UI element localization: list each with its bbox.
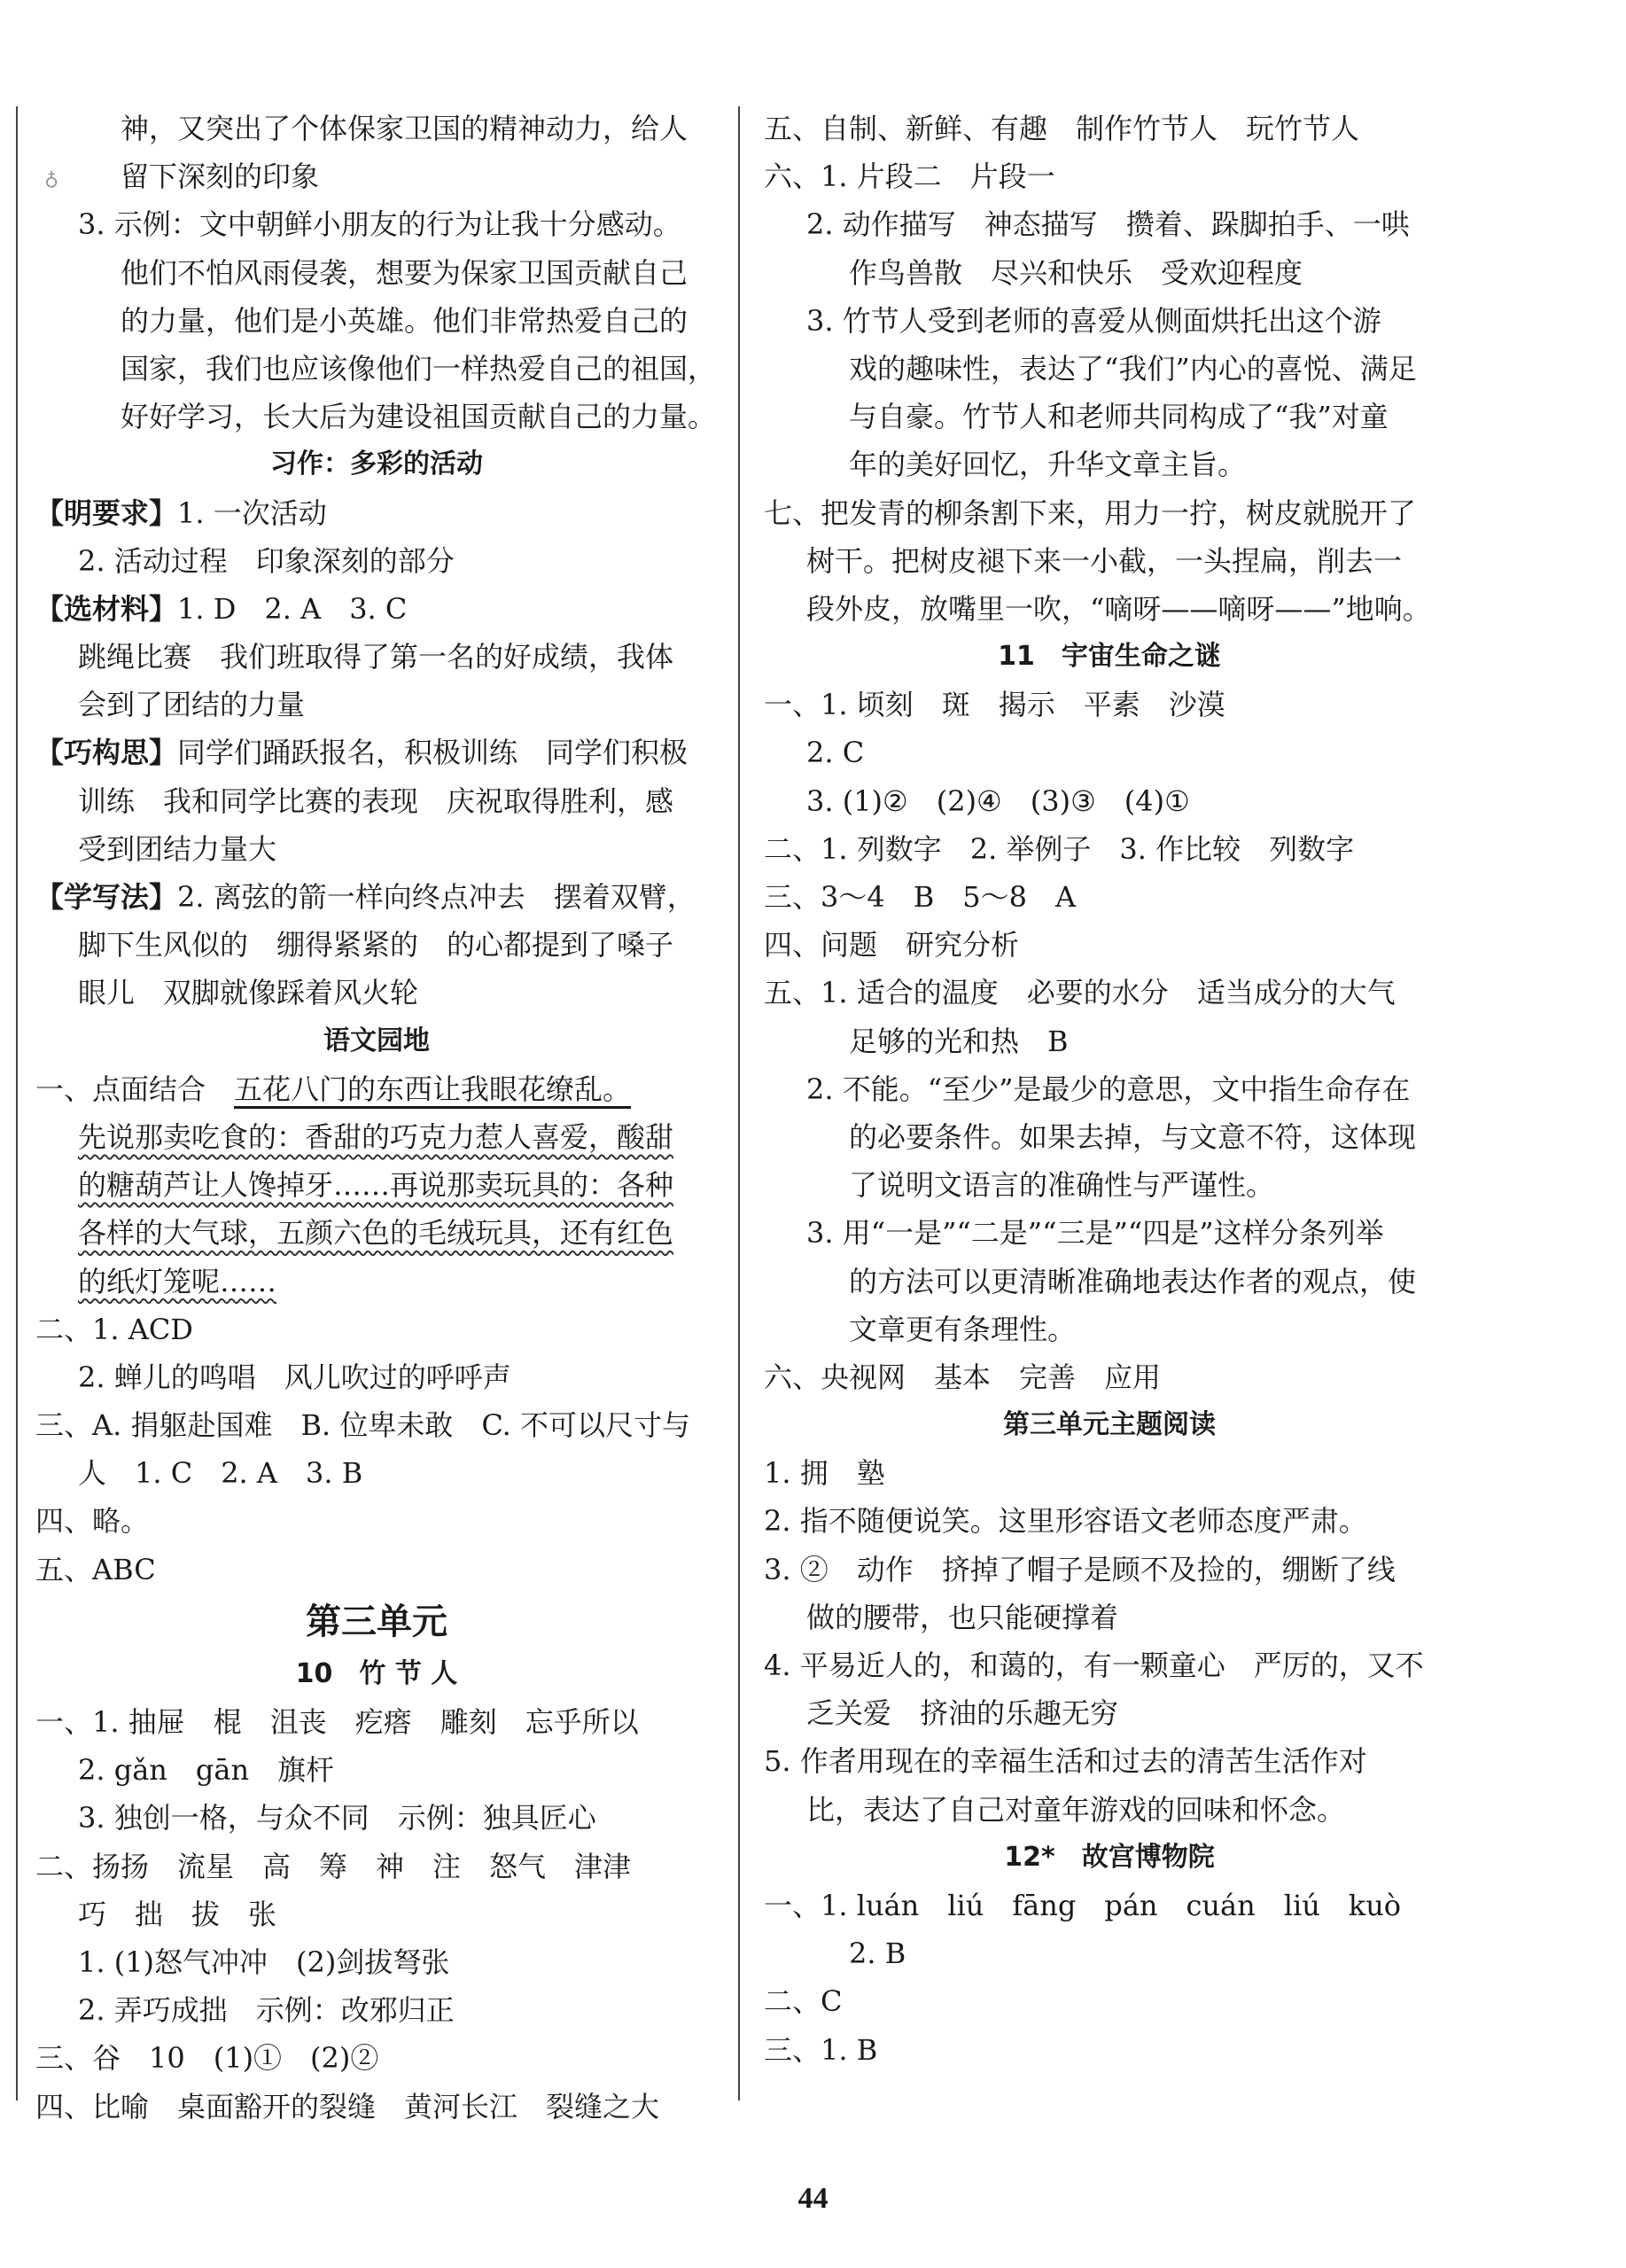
line-text: 1. 一次活动: [177, 495, 327, 530]
line-text: 第三单元: [306, 1601, 447, 1642]
text-line: [764, 2026, 1455, 2074]
line-text: 5. 作者用现在的幸福生活和过去的清苦生活作对: [764, 1744, 1367, 1779]
text-line: [764, 1641, 1455, 1689]
line-text: 五、1. 适合的温度 必要的水分 适当成分的大气: [764, 976, 1396, 1010]
text-line: [764, 537, 1455, 585]
text-line: [35, 1449, 718, 1497]
text-line: [35, 1746, 718, 1794]
line-text: 留下深刻的印象: [121, 160, 320, 194]
section-tag: 【选材料】: [35, 591, 178, 626]
text-line: [764, 1161, 1455, 1209]
line-text: 2. 蝉儿的鸣唱 风儿吹过的呼呼声: [78, 1360, 511, 1394]
text-line: [764, 1786, 1455, 1834]
text-line: [764, 873, 1455, 921]
text-line: [35, 1497, 718, 1545]
line-text: 3. ② 动作 挤掉了帽子是顾不及捡的，绷断了线: [764, 1552, 1396, 1586]
text-line: [764, 1546, 1455, 1594]
line-text: 10 竹 节 人: [295, 1657, 458, 1689]
text-line: [35, 1794, 718, 1842]
line-text: 4. 平易近人的，和蔼的，有一颗童心 严厉的，又不: [764, 1648, 1424, 1682]
line-text: 六、1. 片段二 片段一: [764, 160, 1055, 194]
text-line: [35, 249, 718, 297]
line-text: 2. B: [849, 1937, 906, 1971]
text-line: [35, 1209, 718, 1257]
text-line: [35, 1698, 718, 1746]
text-line: [35, 1065, 718, 1113]
text-line: [764, 777, 1455, 825]
text-line: [764, 1258, 1455, 1305]
line-text: 跳绳比赛 我们班取得了第一名的好成绩，我体: [78, 640, 674, 674]
line-text: 三、3～4 B 5～8 A: [764, 880, 1077, 914]
text-line: [35, 393, 718, 440]
line-text: 1. 拥 塾: [764, 1456, 885, 1491]
text-line: [35, 489, 718, 537]
text-line: [35, 681, 718, 729]
line-text: 乏关爱 挤油的乐趣无穷: [806, 1696, 1119, 1731]
unit-title: [35, 1594, 718, 1650]
line-text: 2. gǎn gān 旗杆: [78, 1753, 335, 1788]
section-tag: 【明要求】: [35, 495, 178, 530]
line-text: 年的美好回忆，升华文章主旨。: [849, 448, 1247, 482]
section-heading: [35, 1650, 718, 1698]
text-line: [35, 1161, 718, 1209]
text-line: [764, 249, 1455, 297]
text-line: [764, 489, 1455, 537]
text-line: [764, 1737, 1455, 1785]
line-text: 3. 用“一是”“二是”“三是”“四是”这样分条列举: [806, 1216, 1384, 1251]
margin-mark: ♁: [44, 168, 59, 191]
line-text: 11 宇宙生命之谜: [998, 641, 1221, 673]
line-text: 比，表达了自己对童年游戏的回味和怀念。: [806, 1792, 1346, 1827]
line-text: 七、把发青的柳条割下来，用力一拧，树皮就脱开了: [764, 495, 1417, 530]
line-text: 2. 弄巧成拙 示例：改邪归正: [78, 1993, 455, 2028]
text-line: [764, 969, 1455, 1017]
line-text: 好好学习，长大后为建设祖国贡献自己的力量。: [121, 400, 717, 434]
text-line: [764, 393, 1455, 440]
line-text: 戏的趣味性，表达了“我们”内心的喜悦、满足: [849, 351, 1417, 386]
text-line: [764, 1209, 1455, 1257]
line-text: 3. (1)② (2)④ (3)③ (4)①: [806, 783, 1190, 818]
line-text: 五、ABC: [35, 1552, 156, 1586]
line-text: 一、1. luán liú fāng pán cuán liú kuò: [764, 1888, 1402, 1922]
text-line: [764, 1594, 1455, 1641]
text-line: [764, 1113, 1455, 1161]
line-text: 二、扬扬 流星 高 筹 神 注 怒气 津津: [35, 1849, 632, 1883]
text-line: [764, 1882, 1455, 1929]
line-text: 四、问题 研究分析: [764, 928, 1020, 963]
text-line: [35, 1546, 718, 1594]
section-heading: [764, 1834, 1455, 1882]
line-text: 眼儿 双脚就像踩着风火轮: [78, 976, 419, 1010]
text-line: [764, 921, 1455, 969]
text-line: [35, 200, 718, 248]
line-text: 二、C: [764, 1984, 843, 2019]
text-line: [764, 297, 1455, 345]
line-text: 他们不怕风雨侵袭，想要为保家卫国贡献自己: [121, 255, 689, 290]
text-line: [764, 1449, 1455, 1497]
text-line: [764, 1305, 1455, 1353]
line-text: 训练 我和同学比赛的表现 庆祝取得胜利，感: [78, 783, 674, 818]
line-text: 一、1. 顷刻 斑 揭示 平素 沙漠: [764, 688, 1225, 722]
text-line: [35, 1843, 718, 1890]
line-text: 的方法可以更清晰准确地表达作者的观点，使: [849, 1264, 1417, 1298]
line-text: 文章更有条理性。: [849, 1312, 1077, 1346]
line-text: 的力量，他们是小英雄。他们非常热爱自己的: [121, 303, 689, 338]
line-text: 二、1. 列数字 2. 举例子 3. 作比较 列数字: [764, 831, 1355, 866]
text-line: [764, 440, 1455, 488]
text-line: [764, 1689, 1455, 1737]
line-text: 足够的光和热 B: [849, 1024, 1069, 1058]
line-text: 三、谷 10 (1)① (2)②: [35, 2041, 379, 2076]
line-text: 3. 独创一格，与众不同 示例：独具匠心: [78, 1801, 596, 1835]
text-line: [35, 921, 718, 969]
line-text: 3. 示例：文中朝鲜小朋友的行为让我十分感动。: [78, 207, 681, 242]
line-text: 2. 动作描写 神态描写 攒着、跺脚拍手、一哄: [806, 207, 1410, 242]
text-line: [764, 681, 1455, 729]
line-text: 语文园地: [323, 1025, 430, 1056]
wavy-underlined-text: 先说那卖吃食的：香甜的巧克力惹人喜爱，酸甜: [78, 1119, 674, 1154]
text-line: [35, 1258, 718, 1305]
line-text: 1. (1)怒气冲冲 (2)剑拔弩张: [78, 1945, 450, 1979]
line-text: 三、1. B: [764, 2032, 878, 2067]
text-line: [764, 105, 1455, 152]
section-tag: 【巧构思】: [35, 736, 178, 770]
text-line: [35, 585, 718, 633]
text-line: [35, 1938, 718, 1986]
text-line: [764, 1497, 1455, 1545]
section-heading: [35, 1017, 718, 1065]
column-divider: [738, 106, 740, 2100]
line-text: 神，又突出了个体保家卫国的精神动力，给人: [121, 112, 689, 145]
text-line: [764, 1017, 1455, 1065]
section-tag: 【学写法】: [35, 880, 178, 914]
text-line: [764, 345, 1455, 393]
text-line: [35, 297, 718, 345]
line-text: 六、央视网 基本 完善 应用: [764, 1360, 1162, 1394]
wavy-underlined-text: 各样的大气球，五颜六色的毛绒玩具，还有红色: [78, 1216, 674, 1251]
line-text: 的必要条件。如果去掉，与文意不符，这体现: [849, 1119, 1417, 1154]
text-line: [35, 777, 718, 825]
line-text: 树干。把树皮褪下来一小截，一头捏扁，削去一: [806, 543, 1403, 578]
text-line: [764, 152, 1455, 200]
section-heading: [764, 633, 1455, 681]
line-text: 四、略。: [35, 1504, 150, 1539]
line-text: 2. 指不随便说笑。这里形容语文老师态度严肃。: [764, 1504, 1367, 1539]
line-text: 同学们踊跃报名，积极训练 同学们积极: [177, 736, 689, 770]
text-line: [764, 1353, 1455, 1401]
text-line: [35, 345, 718, 393]
line-text: 三、A. 捐躯赴国难 B. 位卑未敢 C. 不可以尺寸与: [35, 1408, 691, 1443]
text-line: [35, 1986, 718, 2034]
text-line: [35, 633, 718, 681]
text-line: [764, 1977, 1455, 2025]
text-line: [35, 729, 718, 776]
text-line: [35, 1113, 718, 1161]
text-line: [764, 585, 1455, 633]
line-text: 会到了团结的力量: [78, 688, 306, 722]
line-text: 人 1. C 2. A 3. B: [78, 1456, 363, 1491]
line-text: 第三单元主题阅读: [1003, 1409, 1216, 1441]
text-line: [35, 1890, 718, 1938]
line-text: 3. 竹节人受到老师的喜爱从侧面烘托出这个游: [806, 303, 1381, 338]
line-text: 做的腰带，也只能硬撑着: [806, 1600, 1119, 1634]
text-line: [35, 1305, 718, 1353]
right-column: [764, 105, 1455, 2074]
line-text: 一、1. 抽屉 棍 沮丧 疙瘩 雕刻 忘乎所以: [35, 1705, 639, 1739]
line-text: 四、比喻 桌面豁开的裂缝 黄河长江 裂缝之大: [35, 2089, 660, 2124]
line-text: 作鸟兽散 尽兴和快乐 受欢迎程度: [849, 255, 1303, 290]
wavy-underlined-text: 的糖葫芦让人馋掉牙……再说那卖玩具的：各种: [78, 1168, 674, 1203]
text-line: [35, 873, 718, 921]
line-text: 二、1. ACD: [35, 1312, 193, 1346]
section-heading: [35, 440, 718, 488]
underlined-text: 五花八门的东西让我眼花缭乱。: [234, 1072, 632, 1106]
line-text: 1. D 2. A 3. C: [177, 591, 408, 626]
line-text: 2. 不能。“至少”是最少的意思，文中指生命存在: [806, 1072, 1411, 1106]
section-heading: [764, 1401, 1455, 1449]
text-line: [764, 1065, 1455, 1113]
line-text: 受到团结力量大: [78, 831, 277, 866]
left-margin-rule: [16, 106, 18, 2100]
line-text: 段外皮，放嘴里一吹，“嘀呀——嘀呀——”地响。: [806, 591, 1431, 626]
text-line: [35, 152, 718, 200]
left-column: [35, 105, 718, 2131]
text-line: [35, 969, 718, 1017]
text-line: [764, 825, 1455, 873]
line-text: 2. C: [806, 736, 865, 770]
line-text: 与自豪。竹节人和老师共同构成了“我”对童: [849, 400, 1389, 434]
wavy-underlined-text: 的纸灯笼呢……: [78, 1264, 277, 1298]
text-line: [764, 1929, 1455, 1977]
line-text: 2. 离弦的箭一样向终点冲去 摆着双臂，: [177, 880, 696, 914]
text-line: [35, 2034, 718, 2082]
line-text: 2. 活动过程 印象深刻的部分: [78, 543, 455, 578]
line-text: 一、点面结合: [35, 1072, 235, 1106]
text-line: [35, 1401, 718, 1449]
text-line: [35, 1353, 718, 1401]
page-number: 44: [797, 2182, 829, 2215]
text-line: [35, 537, 718, 585]
line-text: 脚下生风似的 绷得紧紧的 的心都提到了嗓子: [78, 928, 674, 963]
line-text: 12* 故宫博物院: [1004, 1841, 1215, 1873]
text-line: [35, 2083, 718, 2131]
text-line: [764, 200, 1455, 248]
text-line: [35, 825, 718, 873]
line-text: 巧 拙 拔 张: [78, 1897, 277, 1931]
line-text: 习作：多彩的活动: [270, 448, 483, 480]
line-text: 五、自制、新鲜、有趣 制作竹节人 玩竹节人: [764, 112, 1360, 145]
text-line: [764, 729, 1455, 776]
line-text: 国家，我们也应该像他们一样热爱自己的祖国，: [121, 351, 717, 386]
text-line: [35, 105, 718, 152]
line-text: 了说明文语言的准确性与严谨性。: [849, 1168, 1275, 1203]
